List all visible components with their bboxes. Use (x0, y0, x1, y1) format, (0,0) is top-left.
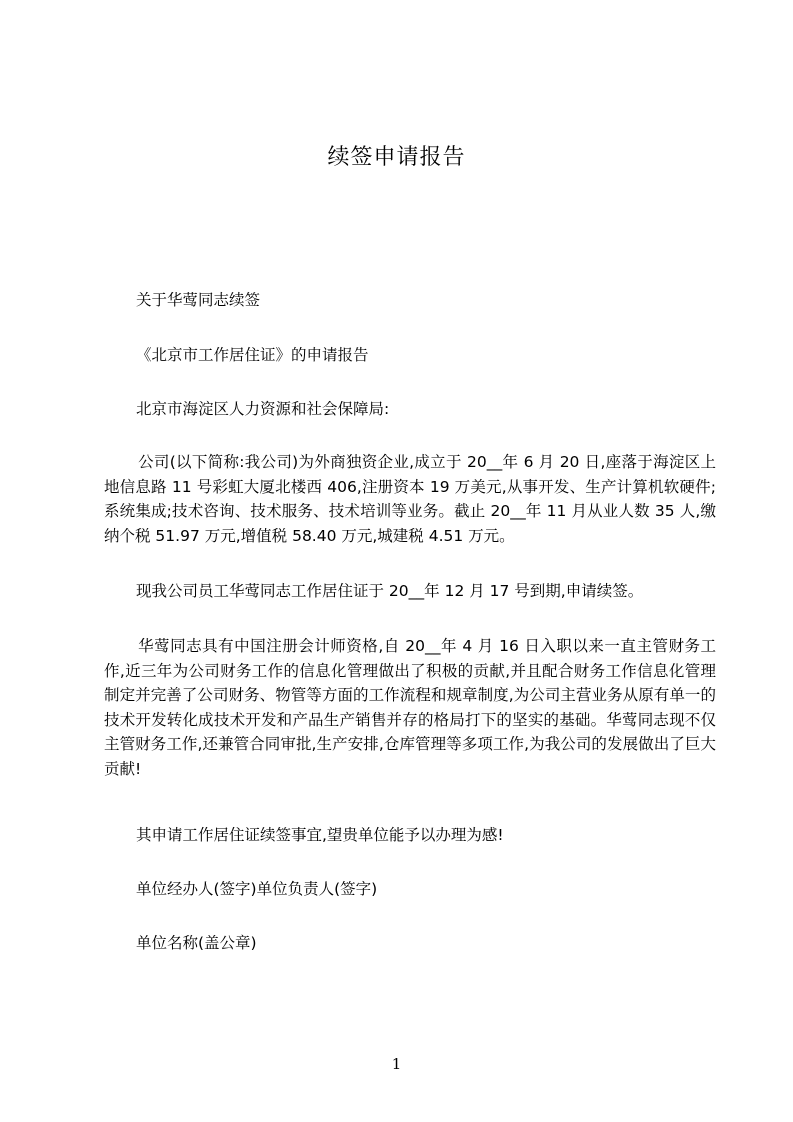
signature-line: 单位经办人(签字)单位负责人(签字) (136, 880, 378, 898)
document-title: 续签申请报告 (327, 145, 466, 170)
addressee: 北京市海淀区人力资源和社会保障局: (136, 400, 390, 418)
heading-line-1: 关于华莺同志续签 (136, 291, 261, 309)
heading-line-2: 《北京市工作居住证》的申请报告 (136, 346, 369, 364)
paragraph-renewal-request: 现我公司员工华莺同志工作居住证于 20__年 12 月 17 号到期,申请续签。 (136, 582, 644, 600)
paragraph-employee-contribution: 华莺同志具有中国注册会计师资格,自 20__年 4 月 16 日入职以来一直主管财务工作,近三年为公司财务工作的信息化管理做出了积极的贡献,并且配合财务工作信息化管理制定并完善了公司财务、物管等方面的工作流程和规章制度,为公司主营业务从原有单一的技术开发转化成技术开发和产品生产销售并存的格局打下的坚实的基础。华莺同志现不仅主管财务工作,还兼管合同审批,生产安排,仓库管理等多项工作,为我公司的发展做出了巨大贡献! (104, 637, 716, 778)
page-number: 1 (391, 1055, 402, 1073)
paragraph-company-info: 公司(以下简称:我公司)为外商独资企业,成立于 20__年 6 月 20 日,座落于海淀区上地信息路 11 号彩虹大厦北楼西 406,注册资本 19 万美元,从事开发、生产计算机软硬件;系统集成;技术咨询、技术服务、技术培训等业务。截止 20__年 11 月从业人数 35 人,缴纳个税 51.97 万元,增值税 58.40 万元,城建税 4.51 万元。 (104, 453, 716, 545)
closing-request: 其申请工作居住证续签事宜,望贵单位能予以办理为感! (136, 826, 504, 844)
seal-line: 单位名称(盖公章) (136, 934, 257, 952)
